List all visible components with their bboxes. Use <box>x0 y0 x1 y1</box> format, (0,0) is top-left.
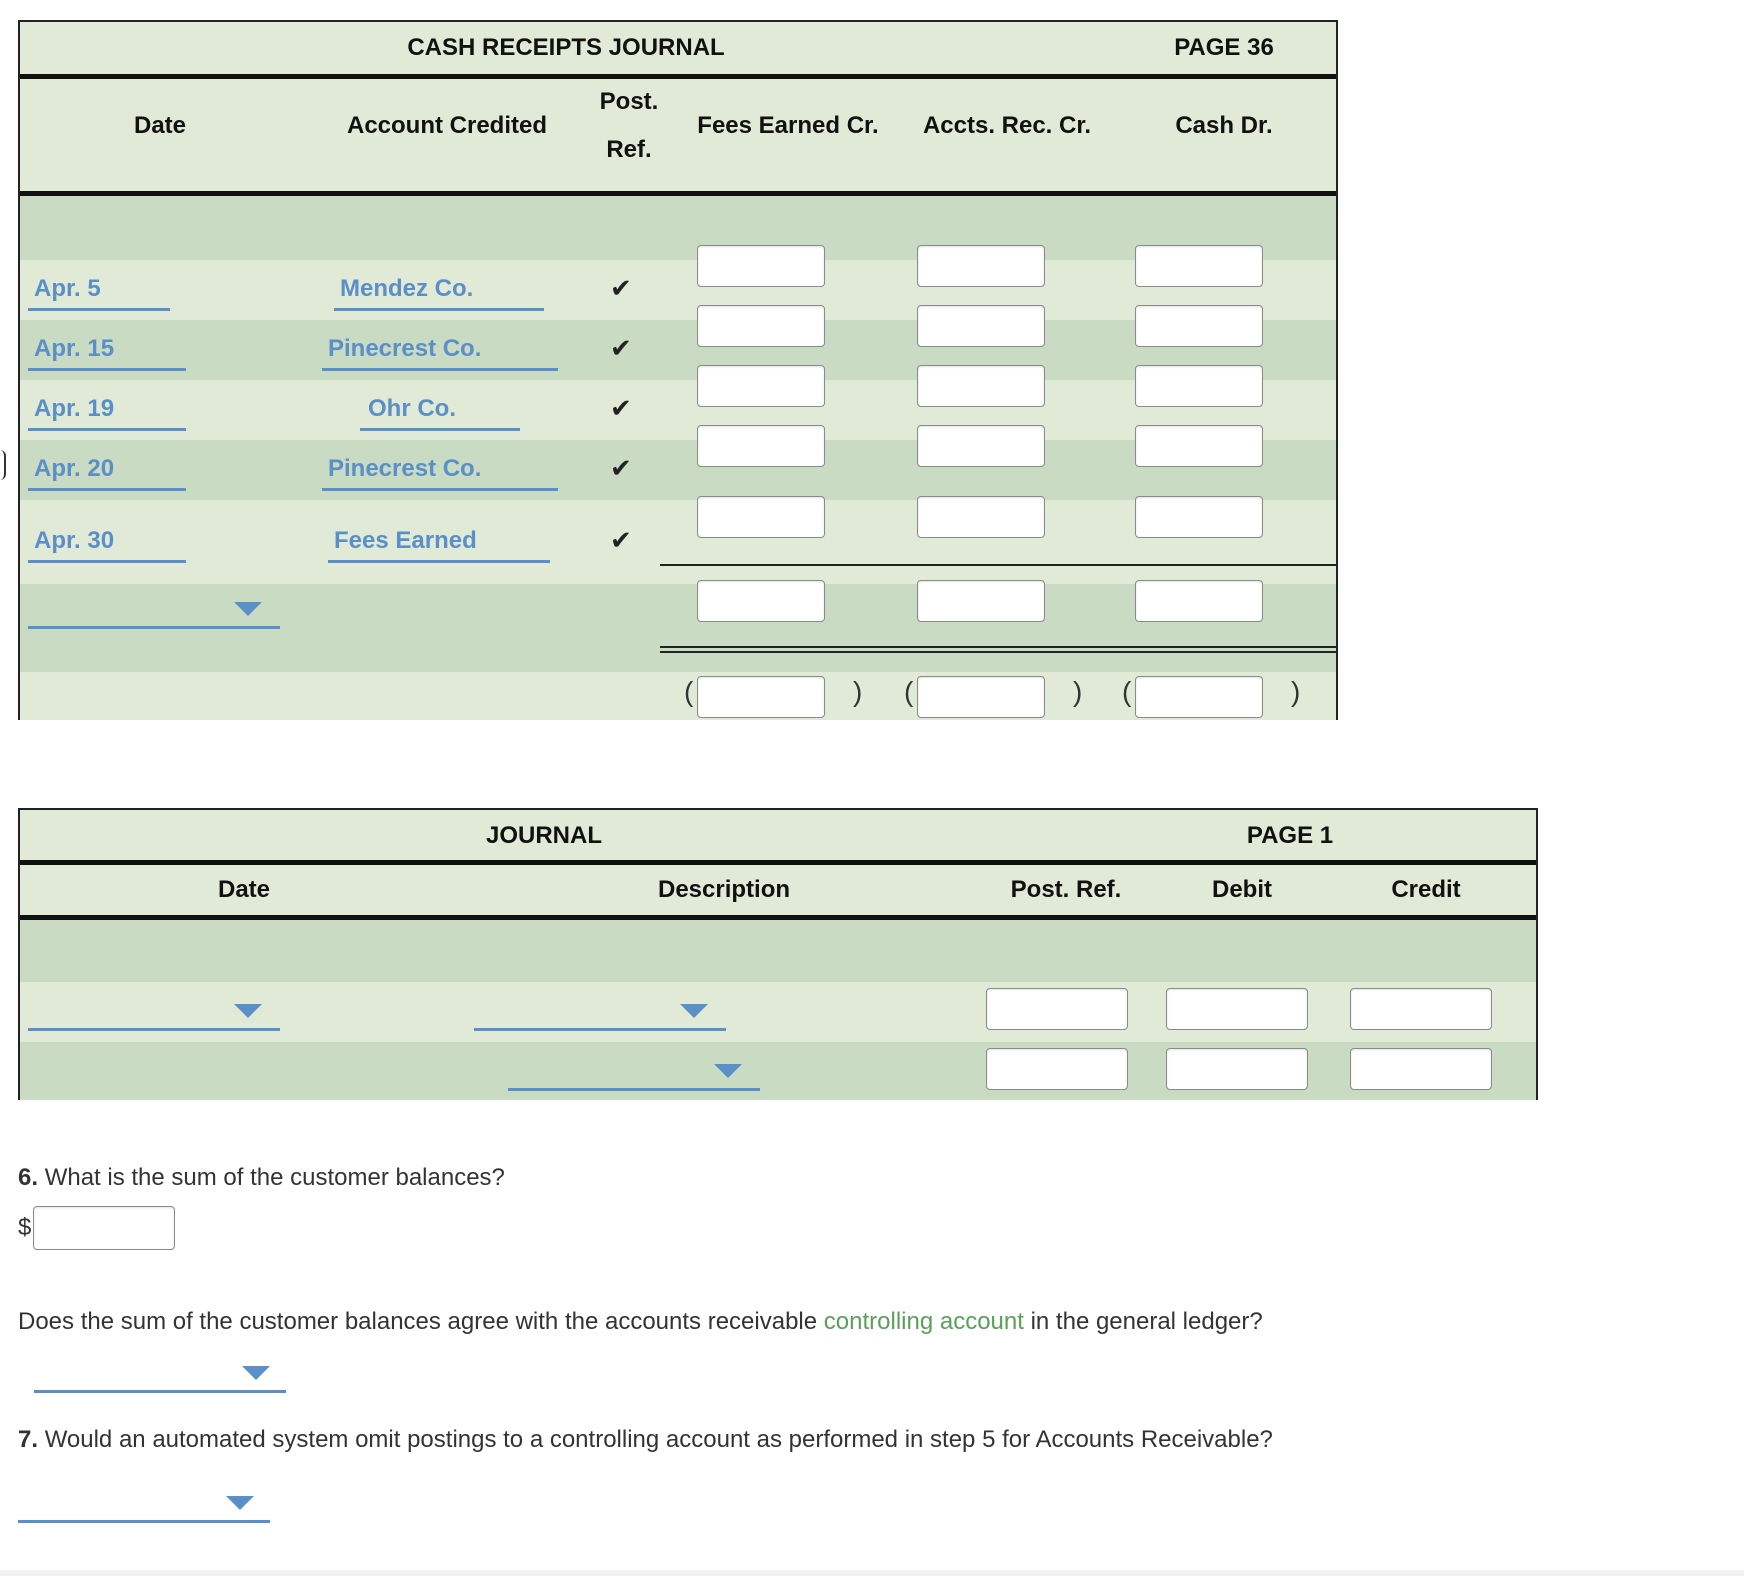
gj-header-description: Description <box>657 876 791 903</box>
crj-page-label: PAGE 36 <box>1174 34 1274 61</box>
crj-header-fees-earned-cr: Fees Earned Cr. <box>697 112 879 139</box>
gj-header-date: Date <box>217 876 271 903</box>
crj-header-post-ref-line2: Ref. <box>606 136 652 163</box>
gj-row1-description-select[interactable] <box>474 1028 726 1031</box>
question6b-answer-select[interactable] <box>34 1390 286 1393</box>
crj-header-post-ref-line1: Post. <box>599 88 659 115</box>
crj-total-accts-rec-input[interactable] <box>917 580 1045 622</box>
question6b-text-before: Does the sum of the customer balances agree with the accounts receivable <box>18 1308 824 1335</box>
gj-row1-description-dropdown-icon[interactable] <box>680 1004 708 1018</box>
crj-row2-account: Pinecrest Co. <box>328 335 482 362</box>
gj-header-debit: Debit <box>1212 876 1272 903</box>
gj-row1-credit-input[interactable] <box>1350 988 1492 1030</box>
crj-header-date: Date <box>133 112 187 139</box>
crj-row5-account: Fees Earned <box>334 527 477 554</box>
crj-row5-accts-rec-input[interactable] <box>917 496 1045 538</box>
gj-header-credit: Credit <box>1391 876 1461 903</box>
crj-postref-accts-open-paren: ( <box>904 676 914 707</box>
question6b-dropdown-icon[interactable] <box>242 1366 270 1380</box>
crj-row4-check-icon: ✔ <box>610 453 632 483</box>
gj-row1-debit-input[interactable] <box>1166 988 1308 1030</box>
question6-sum-input[interactable] <box>33 1206 175 1250</box>
crj-row4-fees-earned-input[interactable] <box>697 425 825 467</box>
crj-row4-accts-rec-input[interactable] <box>917 425 1045 467</box>
crj-row1-date: Apr. 5 <box>34 275 101 302</box>
gj-row1-post-ref-input[interactable] <box>986 988 1128 1030</box>
general-journal-table <box>18 808 1538 1100</box>
gj-row2-debit-input[interactable] <box>1166 1048 1308 1090</box>
crj-row1-cash-input[interactable] <box>1135 245 1263 287</box>
crj-postref-cash-open-paren: ( <box>1122 676 1132 707</box>
gj-header-post-ref: Post. Ref. <box>1010 876 1122 903</box>
crj-row2-cash-input[interactable] <box>1135 305 1263 347</box>
crj-header-accts-rec-cr: Accts. Rec. Cr. <box>922 112 1092 139</box>
crj-postref-accts-close-paren: ) <box>1073 676 1083 707</box>
crj-total-fees-earned-input[interactable] <box>697 580 825 622</box>
gj-page-label: PAGE 1 <box>1246 822 1334 849</box>
question7-answer-select[interactable] <box>18 1520 270 1523</box>
crj-row1-fees-earned-input[interactable] <box>697 245 825 287</box>
crj-postref-accts-rec-input[interactable] <box>917 676 1045 718</box>
crj-row3-account: Ohr Co. <box>368 395 456 422</box>
question7-number: 7. <box>18 1426 39 1453</box>
question6-currency-symbol: $ <box>18 1214 32 1241</box>
question6-prompt <box>18 1164 505 1192</box>
cash-receipts-journal-table <box>18 20 1338 720</box>
crj-total-date-select[interactable] <box>28 626 280 629</box>
question7-text: Would an automated system omit postings to a controlling account as performed in step 5 for Accounts Receivable? <box>44 1426 1273 1453</box>
crj-row2-fees-earned-input[interactable] <box>697 305 825 347</box>
crj-row4-date: Apr. 20 <box>34 455 115 482</box>
crj-row5-cash-input[interactable] <box>1135 496 1263 538</box>
bottom-divider <box>0 1570 1744 1576</box>
crj-row1-check-icon: ✔ <box>610 273 632 303</box>
gj-row2-post-ref-input[interactable] <box>986 1048 1128 1090</box>
crj-row1-account: Mendez Co. <box>340 275 474 302</box>
crj-row3-cash-input[interactable] <box>1135 365 1263 407</box>
crj-header-cash-dr: Cash Dr. <box>1175 112 1273 139</box>
gj-row2-credit-input[interactable] <box>1350 1048 1492 1090</box>
gj-row2-description-dropdown-icon[interactable] <box>714 1064 742 1078</box>
question6-text: What is the sum of the customer balances? <box>44 1164 505 1191</box>
crj-postref-cash-input[interactable] <box>1135 676 1263 718</box>
question6b-text-after: in the general ledger? <box>1023 1308 1263 1335</box>
crj-postref-cash-close-paren: ) <box>1291 676 1301 707</box>
crj-row2-check-icon: ✔ <box>610 333 632 363</box>
crj-row3-fees-earned-input[interactable] <box>697 365 825 407</box>
crj-row5-fees-earned-input[interactable] <box>697 496 825 538</box>
crj-total-cash-input[interactable] <box>1135 580 1263 622</box>
crj-row4-account: Pinecrest Co. <box>328 455 482 482</box>
question6b-prompt <box>18 1308 1263 1336</box>
crj-row3-check-icon: ✔ <box>610 393 632 423</box>
crj-total-date-dropdown-icon[interactable] <box>234 602 262 616</box>
question7-prompt <box>18 1426 1273 1454</box>
crj-row3-accts-rec-input[interactable] <box>917 365 1045 407</box>
crj-title: CASH RECEIPTS JOURNAL <box>407 34 725 61</box>
crj-row5-check-icon: ✔ <box>610 525 632 555</box>
crj-postref-fees-close-paren: ) <box>853 676 863 707</box>
gj-title: JOURNAL <box>485 822 603 849</box>
question7-dropdown-icon[interactable] <box>226 1496 254 1510</box>
crj-postref-fees-open-paren: ( <box>684 676 694 707</box>
question6-number: 6. <box>18 1164 39 1191</box>
crj-row2-accts-rec-input[interactable] <box>917 305 1045 347</box>
crj-postref-fees-input[interactable] <box>697 676 825 718</box>
crj-header-account-credited: Account Credited <box>346 112 548 139</box>
gj-row1-date-dropdown-icon[interactable] <box>234 1004 262 1018</box>
crj-row3-date: Apr. 19 <box>34 395 115 422</box>
controlling-account-link[interactable]: controlling account <box>823 1308 1024 1335</box>
left-edge-marker <box>0 450 6 480</box>
crj-row5-date: Apr. 30 <box>34 527 115 554</box>
gj-row1-date-select[interactable] <box>28 1028 280 1031</box>
gj-row2-description-select[interactable] <box>508 1088 760 1091</box>
crj-row2-date: Apr. 15 <box>34 335 115 362</box>
crj-row1-accts-rec-input[interactable] <box>917 245 1045 287</box>
crj-row4-cash-input[interactable] <box>1135 425 1263 467</box>
